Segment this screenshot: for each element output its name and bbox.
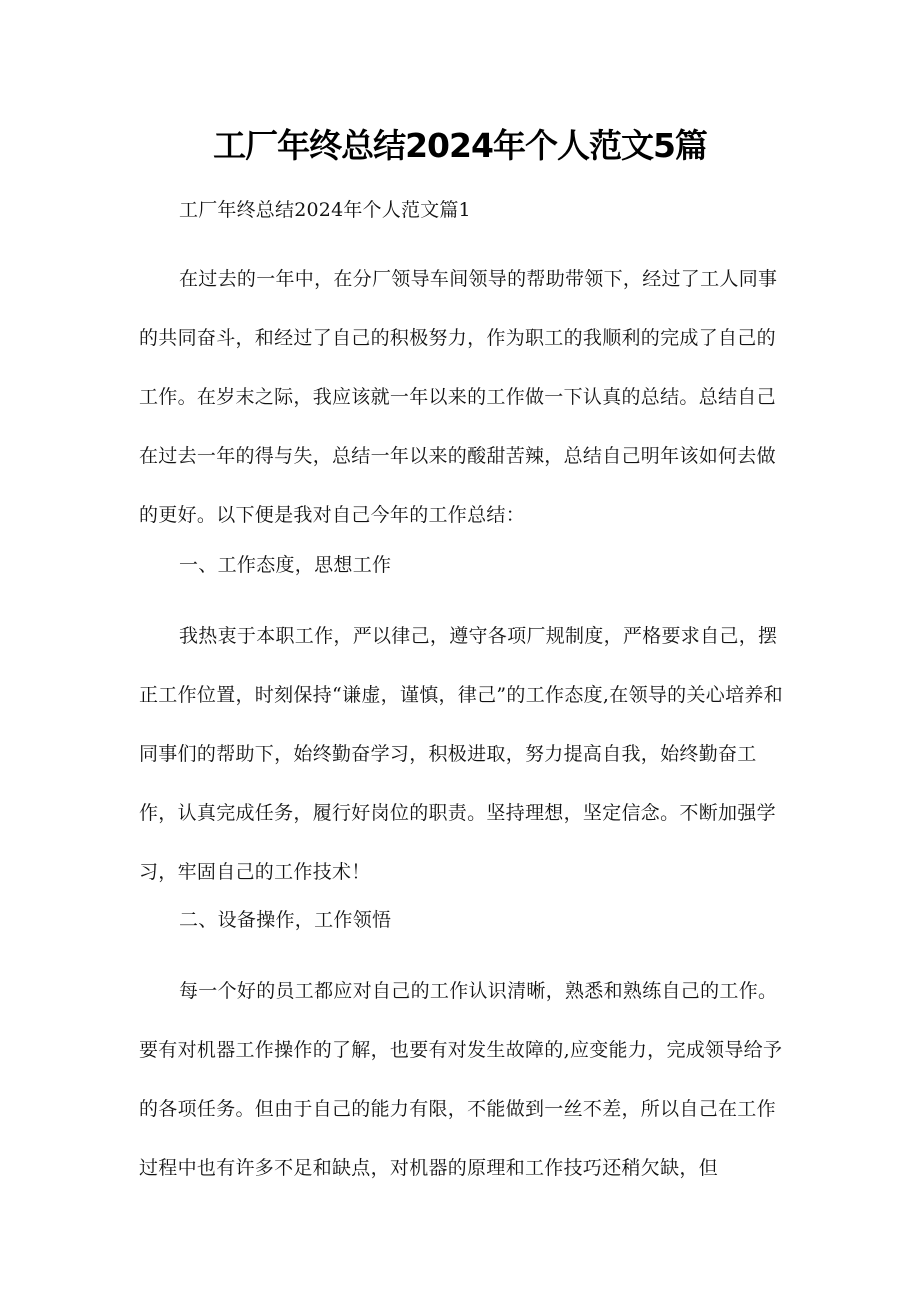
paragraph-equipment: 每一个好的员工都应对自己的工作认识清晰，熟悉和熟练自己的工作。要有对机器工作操作的了解，也要有对发生故障的,应变能力，完成领导给予的各项任务。但由于自己的能力有限，不能做到一丝不差，所以自己在工作过程中也有许多不足和缺点，对机器的原理和工作技巧还稍欠缺，但	[139, 980, 783, 1179]
section-heading-attitude: 一、工作态度，思想工作	[179, 554, 392, 576]
section-subtitle: 工厂年终总结2024年个人范文篇1	[179, 199, 471, 221]
paragraph-attitude: 我热衷于本职工作，严以律己，遵守各项厂规制度，严格要求自己，摆正工作位置，时刻保持“谦虚，谨慎，律己”的工作态度,在领导的关心培养和同事们的帮助下，始终勤奋学习，积极进取，努力提高自我，始终勤奋工作，认真完成任务，履行好岗位的职责。坚持理想，坚定信念。不断加强学习，牢固自己的工作技术！	[139, 625, 783, 883]
document-title: 工厂年终总结2024年个人范文5篇	[213, 126, 707, 165]
section-heading-equipment: 二、设备操作，工作领悟	[179, 909, 392, 931]
paragraph-intro: 在过去的一年中，在分厂领导车间领导的帮助带领下，经过了工人同事的共同奋斗，和经过了自己的积极努力，作为职工的我顺利的完成了自己的工作。在岁末之际，我应该就一年以来的工作做一下认真的总结。总结自己在过去一年的得与失，总结一年以来的酸甜苦辣，总结自己明年该如何去做的更好。以下便是我对自己今年的工作总结：	[139, 268, 778, 526]
